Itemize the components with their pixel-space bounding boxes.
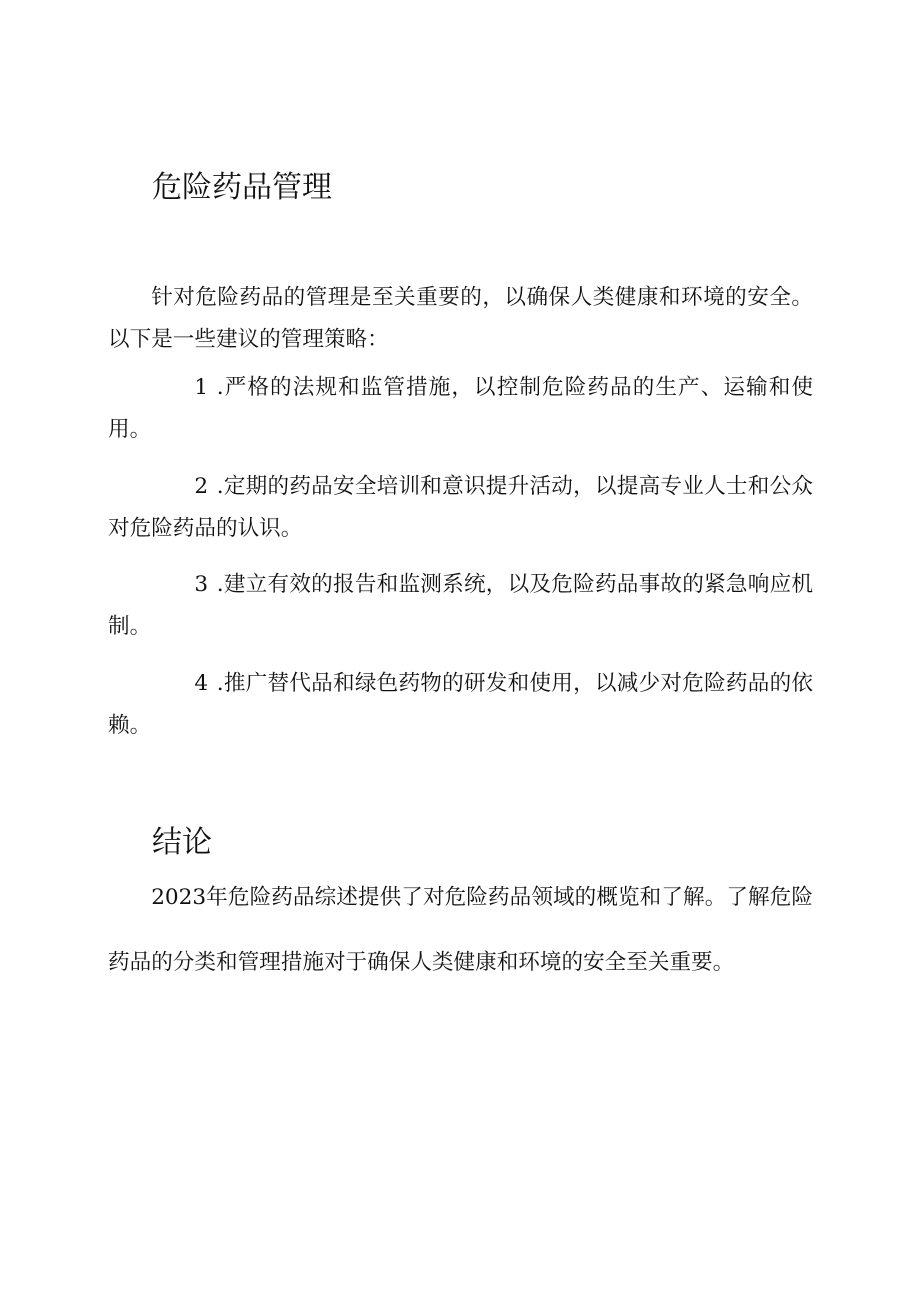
conclusion-paragraph: 2023年危险药品综述提供了对危险药品领域的概览和了解。了解危险药品的分类和管理措施对于确保人类健康和环境的安全至关重要。 (108, 885, 813, 975)
section-title-conclusion: 结论 (152, 825, 212, 860)
intro-paragraph: 针对危险药品的管理是至关重要的，以确保人类健康和环境的安全。以下是一些建议的管理策略： (108, 285, 813, 353)
list-item-number: 1 (194, 375, 209, 400)
list-item-number: 3 (194, 572, 209, 597)
section-title-hazardous-drug-management: 危险药品管理 (152, 170, 332, 205)
list-item-2 (108, 466, 813, 550)
list-item-text: .推广替代品和绿色药物的研发和使用，以减少对危险药品的依赖。 (108, 671, 813, 739)
list-item-4 (108, 663, 813, 747)
list-item-text: .严格的法规和监管措施，以控制危险药品的生产、运输和使用。 (108, 375, 813, 443)
list-item-1 (108, 367, 813, 451)
list-item-number: 2 (194, 474, 209, 499)
list-item-text: .建立有效的报告和监测系统，以及危险药品事故的紧急响应机制。 (108, 572, 813, 640)
list-item-text: .定期的药品安全培训和意识提升活动，以提高专业人士和公众对危险药品的认识。 (108, 474, 813, 542)
list-item-3 (108, 564, 813, 648)
list-item-number: 4 (194, 671, 209, 696)
